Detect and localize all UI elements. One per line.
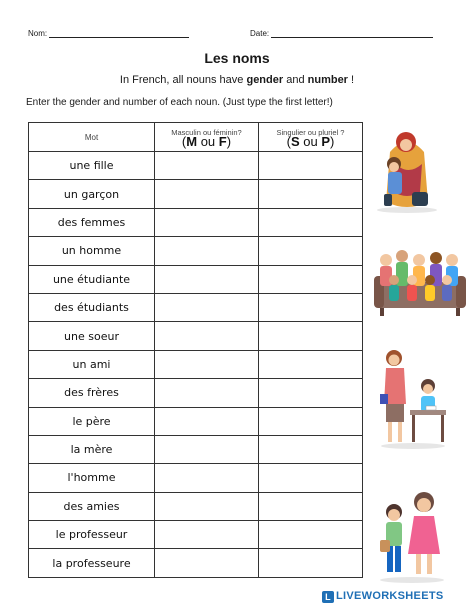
number-answer-cell[interactable] bbox=[259, 521, 363, 549]
paren: ( bbox=[181, 134, 187, 149]
noun-cell: des frères bbox=[29, 379, 155, 407]
number-answer-cell[interactable] bbox=[259, 293, 363, 321]
table-row bbox=[29, 464, 363, 492]
table-row bbox=[29, 180, 363, 208]
brand-icon: L bbox=[322, 591, 334, 603]
worksheet-table bbox=[28, 122, 363, 578]
table-row bbox=[29, 350, 363, 378]
number-answer-cell[interactable] bbox=[259, 350, 363, 378]
name-line[interactable] bbox=[49, 29, 189, 38]
table-row bbox=[29, 407, 363, 435]
gender-answer-cell[interactable] bbox=[155, 464, 259, 492]
number-answer-cell[interactable] bbox=[259, 435, 363, 463]
siblings-illustration bbox=[376, 488, 448, 584]
table-header-row bbox=[29, 123, 363, 152]
table-row bbox=[29, 293, 363, 321]
col-header-number bbox=[259, 123, 363, 152]
noun-cell: une soeur bbox=[29, 322, 155, 350]
subtitle-text: In French, all nouns have bbox=[119, 74, 247, 86]
noun-cell: la mère bbox=[29, 435, 155, 463]
liveworksheets-logo bbox=[322, 590, 444, 603]
number-answer-cell[interactable] bbox=[259, 237, 363, 265]
subtitle-gender: gender bbox=[246, 74, 284, 86]
date-field bbox=[250, 29, 433, 38]
col-header-gender bbox=[155, 123, 259, 152]
noun-cell: un ami bbox=[29, 350, 155, 378]
noun-cell: la professeure bbox=[29, 549, 155, 577]
date-line[interactable] bbox=[271, 29, 433, 38]
gender-options bbox=[155, 134, 258, 149]
gender-answer-cell[interactable] bbox=[155, 407, 259, 435]
mother-child-illustration bbox=[372, 122, 442, 214]
paren: ) bbox=[330, 134, 335, 149]
gender-answer-cell[interactable] bbox=[155, 492, 259, 520]
group-on-couch-illustration bbox=[372, 246, 468, 318]
table-row bbox=[29, 265, 363, 293]
teacher-student-illustration bbox=[376, 346, 450, 450]
option-p: P bbox=[321, 134, 331, 149]
table-row bbox=[29, 492, 363, 520]
noun-cell: des étudiants bbox=[29, 293, 155, 321]
name-label: Nom: bbox=[28, 29, 48, 38]
gender-answer-cell[interactable] bbox=[155, 293, 259, 321]
number-answer-cell[interactable] bbox=[259, 265, 363, 293]
name-field bbox=[28, 29, 189, 38]
number-answer-cell[interactable] bbox=[259, 379, 363, 407]
number-answer-cell[interactable] bbox=[259, 407, 363, 435]
table-row bbox=[29, 208, 363, 236]
table-row bbox=[29, 152, 363, 180]
option-m: M bbox=[186, 134, 198, 149]
number-header-label: Singulier ou pluriel ? bbox=[276, 128, 345, 137]
subtitle-text: and bbox=[283, 74, 308, 86]
gender-answer-cell[interactable] bbox=[155, 152, 259, 180]
gender-answer-cell[interactable] bbox=[155, 237, 259, 265]
noun-cell: le professeur bbox=[29, 521, 155, 549]
table-row bbox=[29, 549, 363, 577]
noun-cell: un homme bbox=[29, 237, 155, 265]
paren: ( bbox=[286, 134, 291, 149]
number-answer-cell[interactable] bbox=[259, 464, 363, 492]
number-answer-cell[interactable] bbox=[259, 180, 363, 208]
gender-answer-cell[interactable] bbox=[155, 180, 259, 208]
ou-text: ou bbox=[299, 134, 322, 149]
noun-cell: une fille bbox=[29, 152, 155, 180]
brand-name: LIVEWORKSHEETS bbox=[336, 590, 444, 602]
gender-answer-cell[interactable] bbox=[155, 208, 259, 236]
gender-answer-cell[interactable] bbox=[155, 379, 259, 407]
noun-cell: l'homme bbox=[29, 464, 155, 492]
option-f: F bbox=[218, 134, 227, 149]
number-answer-cell[interactable] bbox=[259, 492, 363, 520]
page-title: Les noms bbox=[204, 50, 270, 66]
table-row bbox=[29, 322, 363, 350]
date-label: Date: bbox=[250, 29, 270, 38]
gender-answer-cell[interactable] bbox=[155, 265, 259, 293]
option-s: S bbox=[290, 134, 300, 149]
noun-cell: des amies bbox=[29, 492, 155, 520]
number-answer-cell[interactable] bbox=[259, 208, 363, 236]
number-answer-cell[interactable] bbox=[259, 549, 363, 577]
gender-answer-cell[interactable] bbox=[155, 521, 259, 549]
gender-answer-cell[interactable] bbox=[155, 322, 259, 350]
table-row bbox=[29, 379, 363, 407]
table-row bbox=[29, 521, 363, 549]
noun-cell: une étudiante bbox=[29, 265, 155, 293]
table-row bbox=[29, 435, 363, 463]
number-options bbox=[259, 134, 362, 149]
ou-text: ou bbox=[197, 134, 219, 149]
noun-cell: le père bbox=[29, 407, 155, 435]
gender-answer-cell[interactable] bbox=[155, 435, 259, 463]
number-answer-cell[interactable] bbox=[259, 322, 363, 350]
noun-cell: un garçon bbox=[29, 180, 155, 208]
subtitle bbox=[0, 74, 474, 86]
noun-cell: des femmes bbox=[29, 208, 155, 236]
gender-answer-cell[interactable] bbox=[155, 350, 259, 378]
gender-answer-cell[interactable] bbox=[155, 549, 259, 577]
instructions: Enter the gender and number of each noun. (Just type the first letter!) bbox=[26, 97, 333, 108]
subtitle-text: ! bbox=[347, 74, 355, 86]
table-row bbox=[29, 237, 363, 265]
number-answer-cell[interactable] bbox=[259, 152, 363, 180]
col-header-mot: Mot bbox=[29, 123, 155, 152]
gender-header-label: Masculin ou féminin? bbox=[171, 128, 242, 137]
paren: ) bbox=[226, 134, 232, 149]
subtitle-number: number bbox=[307, 74, 348, 86]
